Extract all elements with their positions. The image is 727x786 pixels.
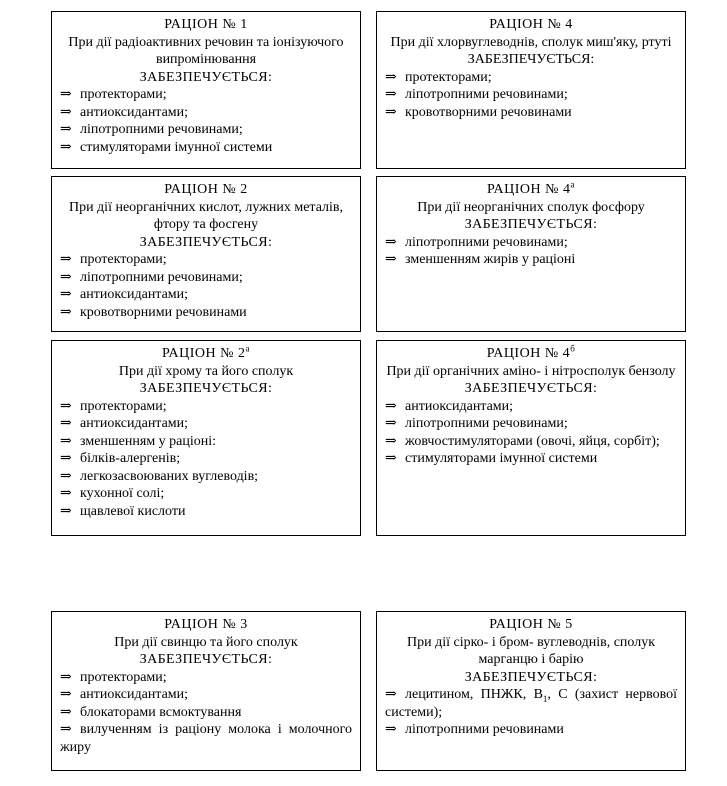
arrow-icon: ⇒: [60, 304, 72, 320]
list-item: ⇒ стимуляторами імунної системи: [385, 451, 598, 466]
arrow-icon: ⇒: [60, 722, 72, 737]
title-superscript: а: [245, 343, 250, 354]
arrow-icon: ⇒: [60, 416, 72, 431]
card-title: РАЦІОН № 5: [489, 617, 573, 632]
card-provides: ЗАБЕЗПЕЧУЄТЬСЯ:: [139, 381, 273, 396]
title-superscript: б: [570, 343, 576, 354]
list-item: ⇒ протекторами;: [385, 69, 492, 85]
card-subtitle: При дії свинцю та його сполук: [114, 634, 298, 650]
card-ration-2a: [51, 340, 361, 536]
arrow-icon: ⇒: [60, 468, 72, 484]
card-subtitle: При дії неорганічних сполук фосфору: [417, 199, 645, 215]
card-title: РАЦІОН № $4^а$: [487, 179, 575, 197]
card-subtitle: При дії хлорвуглеводнів, сполук миш'яку, ртуті ЗАБЕЗПЕЧУЄТЬСЯ:: [390, 34, 672, 67]
list-item: ⇒ щавлевої кислоти: [60, 503, 186, 519]
card-ration-1: [51, 11, 361, 169]
list-item: ⇒ антиоксидантами;: [60, 104, 189, 120]
list-item: ⇒ протекторами;: [60, 252, 167, 267]
arrow-icon: ⇒: [385, 234, 397, 250]
list-item: ⇒ антиоксидантами;: [385, 398, 514, 414]
arrow-icon: ⇒: [385, 398, 397, 414]
card-provides: ЗАБЕЗПЕЧУЄТЬСЯ:: [139, 69, 273, 85]
arrow-icon: ⇒: [60, 122, 72, 137]
arrow-icon: ⇒: [60, 252, 72, 267]
card-title: РАЦІОН № 1: [164, 17, 248, 32]
arrow-icon: ⇒: [385, 416, 397, 431]
arrow-icon: ⇒: [60, 503, 72, 519]
arrow-icon: ⇒: [385, 687, 397, 702]
list-item: ⇒ білків-алергенів;: [60, 451, 181, 466]
arrow-icon: ⇒: [60, 269, 72, 285]
arrow-icon: ⇒: [385, 451, 397, 466]
arrow-icon: ⇒: [385, 433, 397, 449]
list-item: ⇒ антиоксидантами;: [60, 287, 189, 302]
arrow-icon: ⇒: [60, 287, 72, 302]
list-item: ⇒ антиоксидантами;: [60, 687, 189, 702]
card-subtitle: При дії радіоактивних речовин та іонізуючого випромінювання: [68, 34, 344, 67]
subscript: 1: [542, 693, 548, 704]
list-item: ⇒ ліпотропними речовинами;: [60, 269, 243, 285]
card-ration-4b: [376, 340, 686, 536]
card-ration-2: [51, 176, 361, 332]
card-provides: ЗАБЕЗПЕЧУЄТЬСЯ:: [464, 669, 598, 685]
arrow-icon: ⇒: [385, 104, 397, 120]
arrow-icon: ⇒: [60, 398, 72, 414]
list-item: ⇒ лецитином, ПНЖК, $В_1$, С (захист нервової системи);: [385, 687, 677, 720]
arrow-icon: ⇒: [60, 87, 72, 102]
list-item: ⇒ ліпотропними речовинами;: [385, 234, 568, 250]
card-subtitle: При дії неорганічних кислот, лужних металів, фтору та фосгену: [68, 199, 344, 232]
list-item: ⇒ стимуляторами імунної системи: [60, 139, 273, 155]
arrow-icon: ⇒: [60, 669, 72, 685]
arrow-icon: ⇒: [60, 433, 72, 449]
card-provides: ЗАБЕЗПЕЧУЄТЬСЯ:: [464, 381, 598, 396]
list-item: ⇒ зменшенням у раціоні:: [60, 433, 217, 449]
title-superscript: а: [570, 179, 575, 190]
card-subtitle: При дії хрому та його сполук: [118, 363, 294, 379]
card-ration-4: [376, 11, 686, 169]
list-item: ⇒ блокаторами всмоктування: [60, 704, 242, 720]
arrow-icon: ⇒: [60, 104, 72, 120]
list-item: ⇒ кухонної солі;: [60, 486, 165, 501]
arrow-icon: ⇒: [60, 451, 72, 466]
card-subtitle: При дії органічних аміно- і нітросполук бензолу: [386, 363, 676, 379]
card-title: РАЦІОН № $2^а$: [162, 343, 250, 361]
card-provides: ЗАБЕЗПЕЧУЄТЬСЯ:: [139, 652, 273, 667]
arrow-icon: ⇒: [60, 704, 72, 720]
card-provides: ЗАБЕЗПЕЧУЄТЬСЯ:: [139, 234, 273, 250]
arrow-icon: ⇒: [60, 687, 72, 702]
card-title: РАЦІОН № 4: [489, 17, 573, 32]
list-item: ⇒ легкозасвоюваних вуглеводів;: [60, 468, 259, 484]
arrow-icon: ⇒: [60, 486, 72, 501]
card-ration-4a: [376, 176, 686, 332]
card-ration-3: [51, 611, 361, 771]
list-item: ⇒ протекторами;: [60, 669, 167, 685]
list-item: ⇒ вилученням із раціону молока і молочного жиру: [60, 722, 352, 755]
list-item: ⇒ кровотворними речовинами: [60, 304, 247, 320]
arrow-icon: ⇒: [385, 87, 397, 102]
card-title: РАЦІОН № 2: [164, 182, 248, 197]
list-item: ⇒ протекторами;: [60, 398, 167, 414]
card-title: РАЦІОН № 3: [164, 617, 248, 632]
card-ration-5: [376, 611, 686, 771]
list-item: ⇒ ліпотропними речовинами;: [385, 87, 568, 102]
list-item: ⇒ жовчостимуляторами (овочі, яйця, сорбіт);: [385, 433, 660, 449]
list-item: ⇒ кровотворними речовинами: [385, 104, 572, 120]
list-item: ⇒ ліпотропними речовинами;: [385, 416, 568, 431]
card-title: РАЦІОН № $4^б$: [486, 343, 576, 361]
list-item: ⇒ антиоксидантами;: [60, 416, 189, 431]
card-subtitle: При дії сірко- і бром- вуглеводнів, сполук марганцю і барію: [406, 634, 656, 667]
list-item: ⇒ ліпотропними речовинами;: [60, 122, 243, 137]
arrow-icon: ⇒: [385, 722, 397, 737]
arrow-icon: ⇒: [60, 139, 72, 155]
arrow-icon: ⇒: [385, 252, 397, 267]
list-item: ⇒ протекторами;: [60, 87, 167, 102]
list-item: ⇒ ліпотропними речовинами: [385, 722, 564, 737]
card-provides: ЗАБЕЗПЕЧУЄТЬСЯ:: [464, 217, 598, 232]
arrow-icon: ⇒: [385, 69, 397, 85]
list-item: ⇒ зменшенням жирів у раціоні: [385, 252, 576, 267]
